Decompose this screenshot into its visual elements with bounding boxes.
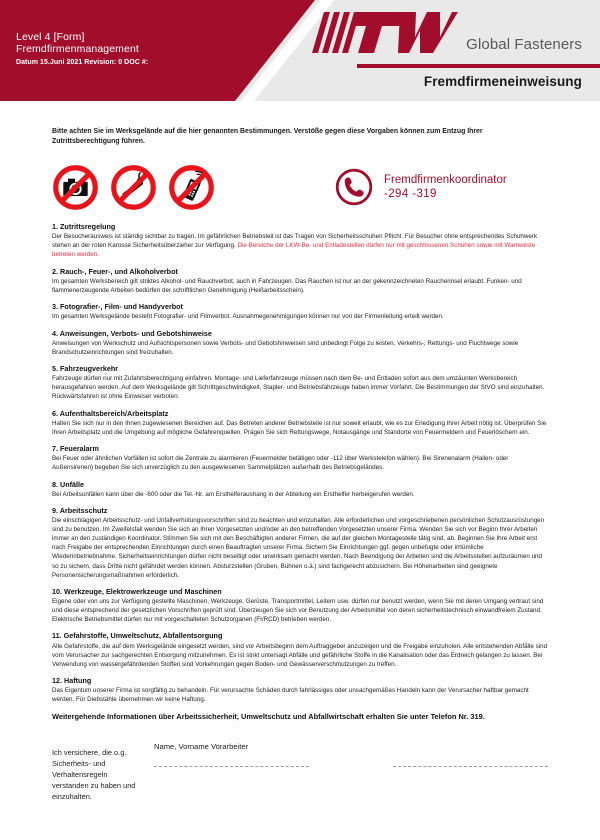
safety-rule-section	[52, 676, 548, 704]
section-title: 1. Zutrittsregelung	[52, 222, 116, 231]
section-title: 8. Unfälle	[52, 479, 85, 489]
itw-logo-mark	[310, 9, 458, 56]
safety-rule-section	[52, 329, 548, 357]
no-mobile-phone-icon	[168, 164, 215, 211]
section-title: 3. Fotografier-, Film- und Handyverbot	[52, 302, 183, 312]
safety-rule-section	[52, 364, 548, 401]
signature-area	[0, 742, 600, 803]
phone-icon	[334, 167, 374, 207]
section-body	[52, 312, 548, 321]
section-body	[52, 642, 548, 669]
section-title: 11. Gefahrstoffe, Umweltschutz, Abfallentsorgung	[52, 631, 223, 641]
section-title: 9. Arbeitsschutz	[52, 506, 108, 515]
section-body	[52, 597, 548, 624]
signature-fields	[142, 742, 548, 803]
section-body-text: Halten Sie sich nur in den Ihnen zugewiesenen Bereichen auf. Das Betreten anderer Betriebsteile ist nur soweit erlaubt, wie es zur Erledigung Ihrer Arbeit nötig ist. Überprüfen Sie Ihren Arbeitsplatz und die Umgebung auf mögliche Gefahrenquellen. Prägen Sie sich Rettungswege, Notausgänge und Standorte von Feuermeldern und Feuerlöschern ein.	[52, 419, 547, 436]
safety-rule-section	[52, 302, 548, 321]
section-title: 6. Aufenthaltsbereich/Arbeitsplatz	[52, 408, 169, 418]
section-body	[52, 516, 548, 579]
safety-rule-section	[52, 506, 548, 580]
section-body	[52, 419, 548, 437]
section-body	[52, 232, 548, 259]
coordinator-text	[384, 173, 507, 201]
coordinator-title: Fremdfirmenkoordinator	[384, 173, 507, 186]
section-body-text: Das Eigentum unserer Firma ist sorgfältig zu behandeln. Für verursachte Schäden durch fahrlässiges oder unsachgemäßes Handeln kann der Verursacher haftbar gemacht werden. Für Diebstähle übernehmen wir keine Haftung.	[52, 687, 529, 704]
section-title: 7. Feueralarm	[52, 444, 99, 454]
coordinator-phone-numbers: -294 -319	[384, 188, 437, 200]
intro-paragraph: Bitte achten Sie im Werksgelände auf die hier genannten Bestimmungen. Verstöße gegen diese Vorgaben können zum Entzug Ihrer Zutrittsberechtigung führen.	[52, 128, 483, 145]
section-body-text: Die einschlägigen Arbeitsschutz- und Unfallverhütungsvorschriften sind zu beachten und einzuhalten. Alle erforderlichen und vorgeschriebenen persönlichen Schutzausrüstungen sind zu benutzen. Im Zweifelsfall wenden Sie sich an Ihren Vorgesetzten und/oder an den betreffenden Vorgesetzten unserer Firma. Wenden Sie sich vor Beginn Ihrer Arbeiten immer an den zuständigen Koordinator. Stimmen Sie sich mit den Beschäftigten anderer Firmen, die auf der gleichen Montagestelle tätig sind, ab. Beginnen Sie Ihre Arbeit erst nach Freigabe der entsprechenden Einrichtungen durch einen Beauftragten unserer Firma. Sichern Sie Einrichtungen ggf. gegen unbefugte oder irrtümliche Wiederinbetriebnahme. Sicherheitseinrichtungen dürfen nicht beseitigt oder unwirksam gemacht werden. Nach Beendigung der Arbeiten sind die Arbeitsstellen aufzuräumen und so zu sichern, dass Dritte nicht gefährdet werden können. Absturzstellen (Gruben, Bühnen o.ä.) sind fachgerecht abzusichern. Bei Höhenarbeiten sind geeignete Personensicherungsmaßnahmen erforderlich.	[52, 517, 545, 579]
safety-rule-section	[52, 267, 548, 295]
section-body	[52, 490, 548, 499]
document-header	[0, 0, 600, 101]
section-body-text: Alle Gefahrstoffe, die auf dem Werksgelände eingesetzt werden, sind vor Arbeitsbeginn dem Auftraggeber anzuzeigen und die Freigabe einzuholen. Alle entstehenden Abfälle sind vom Verursacher zur sachgerechten Entsorgung mitzunehmen. Es ist strikt untersagt Abfälle und gefährliche Stoffe in die Kanalisation oder das Erdreich gelangen zu lassen. Bei Verwendung von wassergefährdenden Stoffen sind Vorkehrungen gegen Boden- und Gewässerverschmutzungen zu treffen.	[52, 642, 548, 668]
header-management-line: Fremdfirmenmanagement	[16, 43, 139, 56]
safety-rule-section	[52, 587, 548, 624]
itw-logo	[310, 9, 582, 56]
section-body-text: Im gesamten Werksgelände besteht Fotografier- und Filmverbot. Ausnahmegenehmigungen können nur von der Firmenleitung erteilt werden.	[52, 313, 444, 321]
header-document-info	[16, 31, 148, 67]
safety-rule-section	[52, 444, 548, 472]
section-body-text: Fahrzeuge dürfen nur mit Zufahrtsberechtigung einfahren. Montage- und Lieferfahrzeuge müssen nach dem Be- und Entladen sofort aus dem umzäunten Werksbereich herausgefahren werden. Auf dem Werksgelände gilt Schrittgeschwindigkeit, Stapler- und Betriebsfahrzeuge haben immer Vorfahrt. Die Bestimmungen der StVO sind einzuhalten. Rückwärtsfahren ist ohne Einweiser verboten.	[52, 375, 545, 401]
section-title: 4. Anweisungen, Verbots- und Gebotshinweise	[52, 328, 212, 338]
section-title: 12. Haftung	[52, 675, 92, 685]
section-body	[52, 277, 548, 295]
document-content	[0, 101, 600, 721]
section-body-text: Bei Arbeitsunfällen kann über die -600 oder die Tel.-Nr. am Ersthelferaushang in der Abteilung ein Ersthelfer herbeigerufen werden.	[52, 490, 415, 498]
pictogram-band	[52, 161, 548, 213]
section-body	[52, 686, 548, 704]
header-accent-rule	[357, 64, 600, 68]
no-smoking-icon	[110, 164, 157, 211]
section-body-text: Anweisungen von Werkschutz und Aufsichtspersonen sowie Verbots- und Gebotshinweisen sind unbedingt Folge zu leisten. Verkehrs-, Rettungs- und Fluchtwege sowie Brandschutzeinrichtungen sind freizuhalten.	[52, 339, 519, 356]
itw-logo-tagline: Global Fasteners	[466, 36, 582, 53]
no-photography-icon	[52, 164, 99, 211]
document-title: Fremdfirmeneinweisung	[423, 74, 582, 89]
safety-rules-list	[52, 222, 548, 704]
section-body-text: Bei Feuer oder ähnlichen Vorfällen ist sofort die Zentrale zu alarmieren (Feuermelder betätigen oder -112 über Werkstelefon wählen). Bei Sirenenalarm (Hallen- oder Außensirenen) begeben Sie sich unverzüglich zu den ausgewiesenen Sammelplätzen außerhalb des Betriebsgeländes.	[52, 455, 509, 472]
section-body	[52, 374, 548, 401]
safety-rule-section	[52, 409, 548, 437]
signature-input-signature[interactable]	[393, 766, 548, 767]
coordinator-contact	[334, 167, 507, 207]
header-doc-meta: Datum 15.Juni 2021 Revision: 0 DOC #:	[16, 58, 149, 66]
footnote-text: Weitergehende Informationen über Arbeitssicherheit, Umweltschutz und Abfallwirtschaft erhalten Sie unter Telefon Nr. 319.	[52, 712, 485, 722]
signature-input-name[interactable]	[154, 766, 309, 767]
section-title: 5. Fahrzeugverkehr	[52, 364, 119, 373]
prohibition-icon-row	[52, 164, 215, 211]
section-body	[52, 339, 548, 357]
section-title: 2. Rauch-, Feuer-, und Alkoholverbot	[52, 266, 178, 276]
section-body-text: Im gesamten Werksbereich gilt striktes Alkohol- und Rauchverbot, auch in Fahrzeugen. Das Rauchen ist nur an der gekennzeichneten Raucherinsel erlaubt. Funken- und flammenerzeugende Arbeiten bedürfen der schriftlichen Genehmigung (Heißarbeitsschein).	[52, 277, 522, 294]
section-body-text: Der Besucherausweis ist ständig sichtbar zu tragen. Im gefährlichen Betriebsteil ist das Tragen von Sicherheitsschuhen Pflicht. Für Besucher ohne entsprechendes Schuhwerk stehen an der roten Karosse Sicherheitsüberzieher zur Verfügung.	[52, 233, 538, 250]
section-body-highlight: Die Bereiche der LKW-Be- und Entladestellen dürfen nur mit geschlossenen Schuhen sowie mit Warnweste betreten werden.	[52, 242, 536, 259]
signature-line-row	[154, 766, 548, 767]
safety-rule-section	[52, 222, 548, 259]
safety-rule-section	[52, 480, 548, 499]
safety-rule-section	[52, 631, 548, 668]
section-body	[52, 454, 548, 472]
declaration-text: Ich versichere, die o.g. Sicherheits- und Verhaltensregeln verstanden zu haben und einzuhalten.	[52, 748, 136, 801]
section-body-text: Eigene oder von uns zur Verfügung gestellte Maschinen, Werkzeuge, Gerüste, Transportmittel, Leitern usw. dürfen nur benutzt werden, wenn Sie mit deren Umgang vertraut sind und diese entsprechend der gesetzlichen Vorschriften geprüft sind. Überzeugen Sie sich vor Benutzung der Arbeitsmittel von deren sicherheitstechnisch einwandfreiem Zustand. Elektrische Betriebsmittel dürfen nur mit vorgeschalteten Schutzorganen (FI/RCD) betrieben werden.	[52, 598, 544, 624]
section-title: 10. Werkzeuge, Elektrowerkzeuge und Maschinen	[52, 586, 222, 596]
signature-name-label: Name, Vorname Vorarbeiter	[154, 742, 249, 751]
header-level-line: Level 4 [Form]	[16, 31, 85, 43]
